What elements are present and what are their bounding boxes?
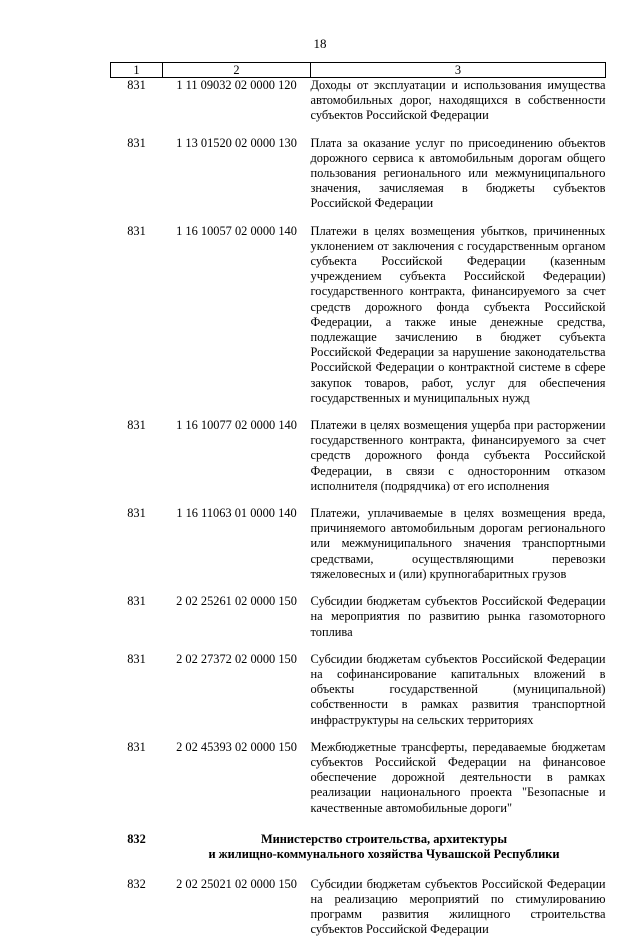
ministry-title-line: Министерство строительства, архитектуры	[260, 831, 508, 846]
table-row	[111, 652, 606, 740]
table-row	[111, 594, 606, 652]
page-number: 18	[313, 36, 327, 51]
column-header-admin: 1	[111, 63, 163, 78]
admin-code: 831	[127, 223, 146, 238]
admin-code: 831	[127, 418, 146, 433]
admin-code: 831	[127, 651, 146, 666]
table-row	[111, 418, 606, 506]
ministry-title-line: и жилищно-коммунального хозяйства Чувашской Республики	[208, 847, 560, 862]
table-row	[111, 224, 606, 418]
budget-code: 1 13 01520 02 0000 130	[176, 135, 297, 150]
budget-code: 2 02 45393 02 0000 150	[176, 739, 297, 754]
budget-code: 1 16 10057 02 0000 140	[176, 223, 297, 238]
ministry-code: 832	[127, 831, 146, 846]
table-row	[111, 136, 606, 224]
income-description: Плата за оказание услуг по присоединению объектов дорожного сервиса к автомобильным дорогам общего пользования регионального или межмуниципального значения, зачисляемая в бюджеты субъектов Российской Федерации	[310, 135, 606, 211]
budget-code: 2 02 27372 02 0000 150	[176, 651, 297, 666]
income-description: Межбюджетные трансферты, передаваемые бюджетам субъектов Российской Федерации на финансовое обеспечение дорожной деятельности в рамках реализации национального проекта "Безопасные и качественные автомобильные дороги"	[310, 739, 606, 815]
income-description: Платежи в целях возмещения ущерба при расторжении государственного контракта, финансируемого за счет средств дорожного фонда субъекта Российской Федерации, в связи с односторонним отказом исполнителя (подрядчика) от его исполнения	[310, 418, 606, 493]
budget-classification-table	[110, 62, 606, 950]
ministry-title	[163, 828, 606, 877]
admin-code: 832	[127, 876, 146, 891]
table-row	[111, 78, 606, 136]
admin-code: 831	[127, 506, 146, 521]
income-description: Субсидии бюджетам субъектов Российской Федерации на софинансирование капитальных вложений в объекты государственной (муниципальной) собственности в рамках развития транспортной инфраструктуры на сельских территориях	[310, 651, 606, 727]
admin-code: 831	[127, 78, 146, 92]
column-header-description: 3	[311, 63, 606, 78]
table-header-row	[111, 63, 606, 78]
budget-code: 1 11 09032 02 0000 120	[176, 78, 297, 92]
column-header-kbk: 2	[163, 63, 311, 78]
table-row	[111, 740, 606, 828]
table-row	[111, 877, 606, 950]
income-description: Доходы от эксплуатации и использования имущества автомобильных дорог, находящихся в собственности субъектов Российской Федерации	[310, 78, 606, 123]
income-description: Платежи в целях возмещения убытков, причиненных уклонением от заключения с государственным органом субъекта Российской Федерации (казенным учреждением субъекта Российской Федерации) государственного контракта, финансируемого за счет средств дорожного фонда субъекта Российской Федерации, а также иные денежные средства, подлежащие зачислению в бюджет субъекта Российской Федерации за нарушение законодательства Российской Федерации о контрактной системе в сфере закупок товаров, работ, услуг для обеспечения государственных и муниципальных нужд	[310, 223, 606, 405]
ministry-row	[111, 828, 606, 877]
income-description: Субсидии бюджетам субъектов Российской Федерации на мероприятия по развитию рынка газомоторного топлива	[310, 594, 606, 639]
admin-code: 831	[127, 594, 146, 609]
income-description: Платежи, уплачиваемые в целях возмещения вреда, причиняемого автомобильным дорогам регионального или межмуниципального значения транспортными средствами, осуществляющими перевозки тяжеловесных и (или) крупногабаритных грузов	[310, 506, 606, 581]
income-description: Субсидии бюджетам субъектов Российской Федерации на реализацию мероприятий по стимулированию программ развития жилищного строительства субъектов Российской Федерации	[310, 876, 606, 937]
admin-code: 831	[127, 739, 146, 754]
table-row	[111, 506, 606, 594]
budget-code: 1 16 10077 02 0000 140	[176, 418, 297, 433]
budget-code: 1 16 11063 01 0000 140	[176, 506, 297, 521]
budget-code: 2 02 25261 02 0000 150	[176, 594, 297, 609]
budget-code: 2 02 25021 02 0000 150	[176, 876, 297, 891]
admin-code: 831	[127, 135, 146, 150]
